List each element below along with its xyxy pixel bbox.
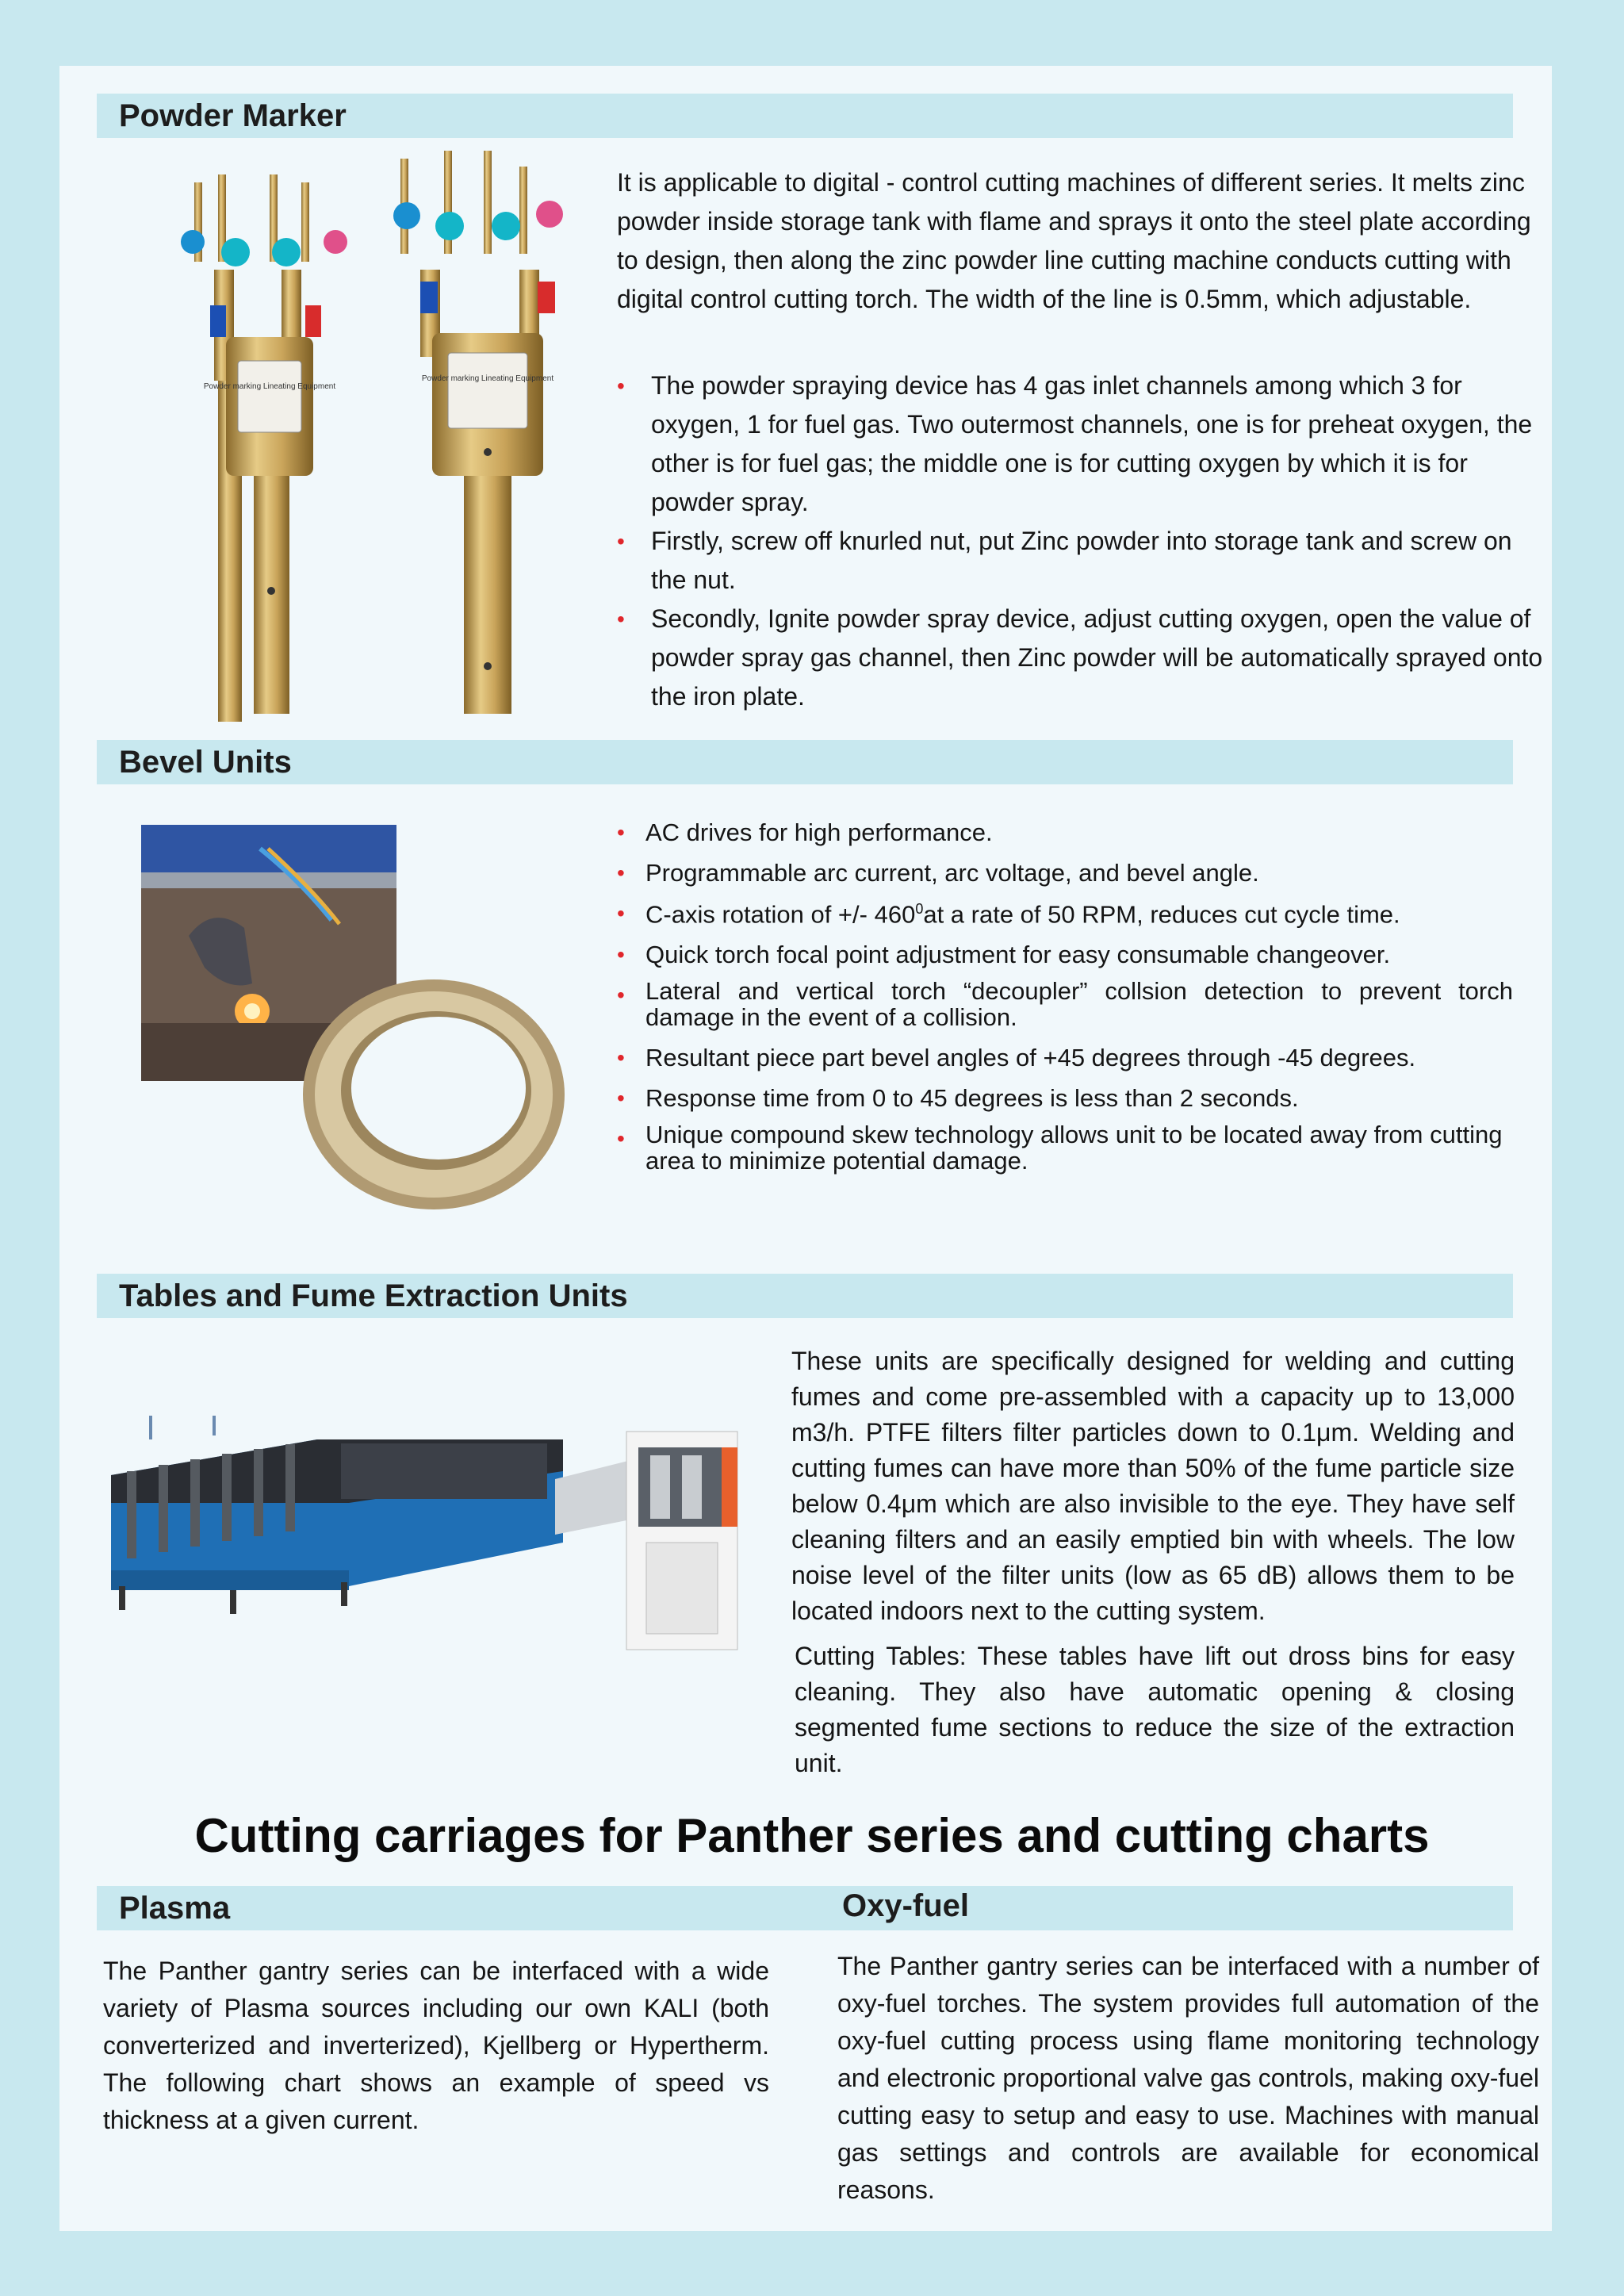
list-item: [617, 1081, 1513, 1116]
bullet-dot: •: [617, 901, 625, 926]
tables-paragraph-2: Cutting Tables: These tables have lift out dross bins for easy cleaning. They also have automatic opening & closing segmented fume sections to reduce the size of the extraction unit.: [795, 1642, 1515, 1777]
list-item: [617, 522, 1553, 600]
bullet-text: The powder spraying device has 4 gas inlet channels among which 3 for oxygen, 1 for fuel gas. Two outermost channels, one is for preheat oxygen, the other is for fuel gas; the middle one is for cutting oxygen by which it is for powder spray.: [651, 371, 1533, 516]
powder-device-left: [181, 174, 347, 722]
bullet-dot: •: [617, 1045, 625, 1071]
plasma-oxyfuel-band: [97, 1886, 1513, 1930]
bullet-text: Unique compound skew technology allows unit to be located away from cutting area to minimize potential damage.: [645, 1121, 1503, 1175]
list-item: [617, 600, 1553, 716]
tables-title: Tables and Fume Extraction Units: [119, 1278, 628, 1313]
bullet-text: Quick torch focal point adjustment for easy consumable changeover.: [645, 941, 1391, 969]
oxyfuel-title: Oxy-fuel: [842, 1888, 970, 1923]
powder-marker-image: [170, 151, 583, 722]
device-label-right: Powder marking Lineating Equipment: [421, 374, 554, 383]
main-heading: Cutting carriages for Panther series and cutting charts: [194, 1809, 1430, 1862]
list-item: [617, 978, 1513, 1035]
bullet-dot: •: [617, 1086, 625, 1111]
bevel-units-band: [97, 740, 1513, 784]
bevel-units-title: Bevel Units: [119, 744, 292, 780]
powder-marker-band: [97, 94, 1513, 138]
bullet-text: Lateral and vertical torch “decoupler” collsion detection to prevent torch damage in the event of a collision.: [645, 977, 1513, 1032]
bevel-ring-image: [297, 976, 571, 1213]
bullet-dot: •: [617, 820, 625, 845]
powder-marker-bullets: [617, 366, 1553, 716]
plasma-text: The Panther gantry series can be interfaced with a wide variety of Plasma sources including our own KALI (both converterized and inverterized), Kjellberg or Hypertherm. The following chart shows an example of speed vs thickness at a given current.: [103, 1957, 769, 2134]
bullet-text: Programmable arc current, arc voltage, and bevel angle.: [645, 859, 1259, 887]
powder-marker-title: Powder Marker: [119, 98, 347, 133]
bullet-dot: •: [617, 983, 625, 1008]
list-item: [617, 1121, 1513, 1179]
bullet-dot: •: [617, 529, 625, 554]
bullet-text: AC drives for high performance.: [645, 818, 993, 846]
list-item: [617, 856, 1513, 891]
list-item: [617, 366, 1553, 522]
bullet-text: Secondly, Ignite powder spray device, adjust cutting oxygen, open the value of powder spray gas channel, then Zinc powder will be automatically sprayed onto the iron plate.: [651, 604, 1543, 711]
bevel-units-bullets: [617, 815, 1513, 1184]
c-axis-text: C-axis rotation of +/- 460: [645, 900, 916, 929]
plasma-title: Plasma: [119, 1890, 231, 1926]
bullet-dot: •: [617, 607, 625, 631]
list-item: [617, 1041, 1513, 1075]
bullet-dot: •: [617, 861, 625, 885]
degree-superscript: 0: [915, 901, 924, 917]
cutting-table-image: [111, 1416, 745, 1665]
tables-band: [97, 1274, 1513, 1318]
bullet-text: Resultant piece part bevel angles of +45 degrees through -45 degrees.: [645, 1044, 1416, 1072]
c-axis-rest: at a rate of 50 RPM, reduces cut cycle time.: [923, 900, 1400, 929]
bullet-text: [645, 896, 1400, 927]
list-item: [617, 815, 1513, 850]
device-label-left: Powder marking Lineating Equipment: [203, 382, 336, 391]
oxyfuel-text: The Panther gantry series can be interfaced with a number of oxy-fuel torches. The system provides full automation of the oxy-fuel cutting process using flame monitoring technology and electronic proportional valve gas controls, making oxy-fuel cutting easy to setup and easy to use. Machines with manual gas settings and controls are available for economical reasons.: [837, 1952, 1539, 2204]
bullet-text: Response time from 0 to 45 degrees is less than 2 seconds.: [645, 1084, 1299, 1113]
list-item: [617, 896, 1513, 932]
bullet-text: Firstly, screw off knurled nut, put Zinc powder into storage tank and screw on the nut.: [651, 527, 1512, 594]
powder-device-right: [393, 151, 563, 714]
powder-marker-intro: It is applicable to digital - control cutting machines of different series. It melts zinc powder inside storage tank with flame and sprays it onto the steel plate according to design, then along the zinc powder line cutting machine conducts cutting with digital control cutting torch. The width of the line is 0.5mm, which adjustable.: [617, 168, 1531, 313]
bullet-dot: •: [617, 942, 625, 968]
bullet-dot: •: [617, 1126, 625, 1152]
bullet-dot: •: [617, 374, 625, 398]
tables-paragraph-1: These units are specifically designed for welding and cutting fumes and come pre-assembled with a capacity up to 13,000 m3/h. PTFE filters filter particles down to 0.1μm. Welding and cutting fumes can have more than 50% of the fume particle size below 0.4μm which are also invisible to the eye. They have self cleaning filters and an easily emptied bin with wheels. The low noise level of the filter units (low as 65 dB) allows them to be located indoors next to the cutting system.: [791, 1347, 1515, 1625]
list-item: [617, 937, 1513, 972]
